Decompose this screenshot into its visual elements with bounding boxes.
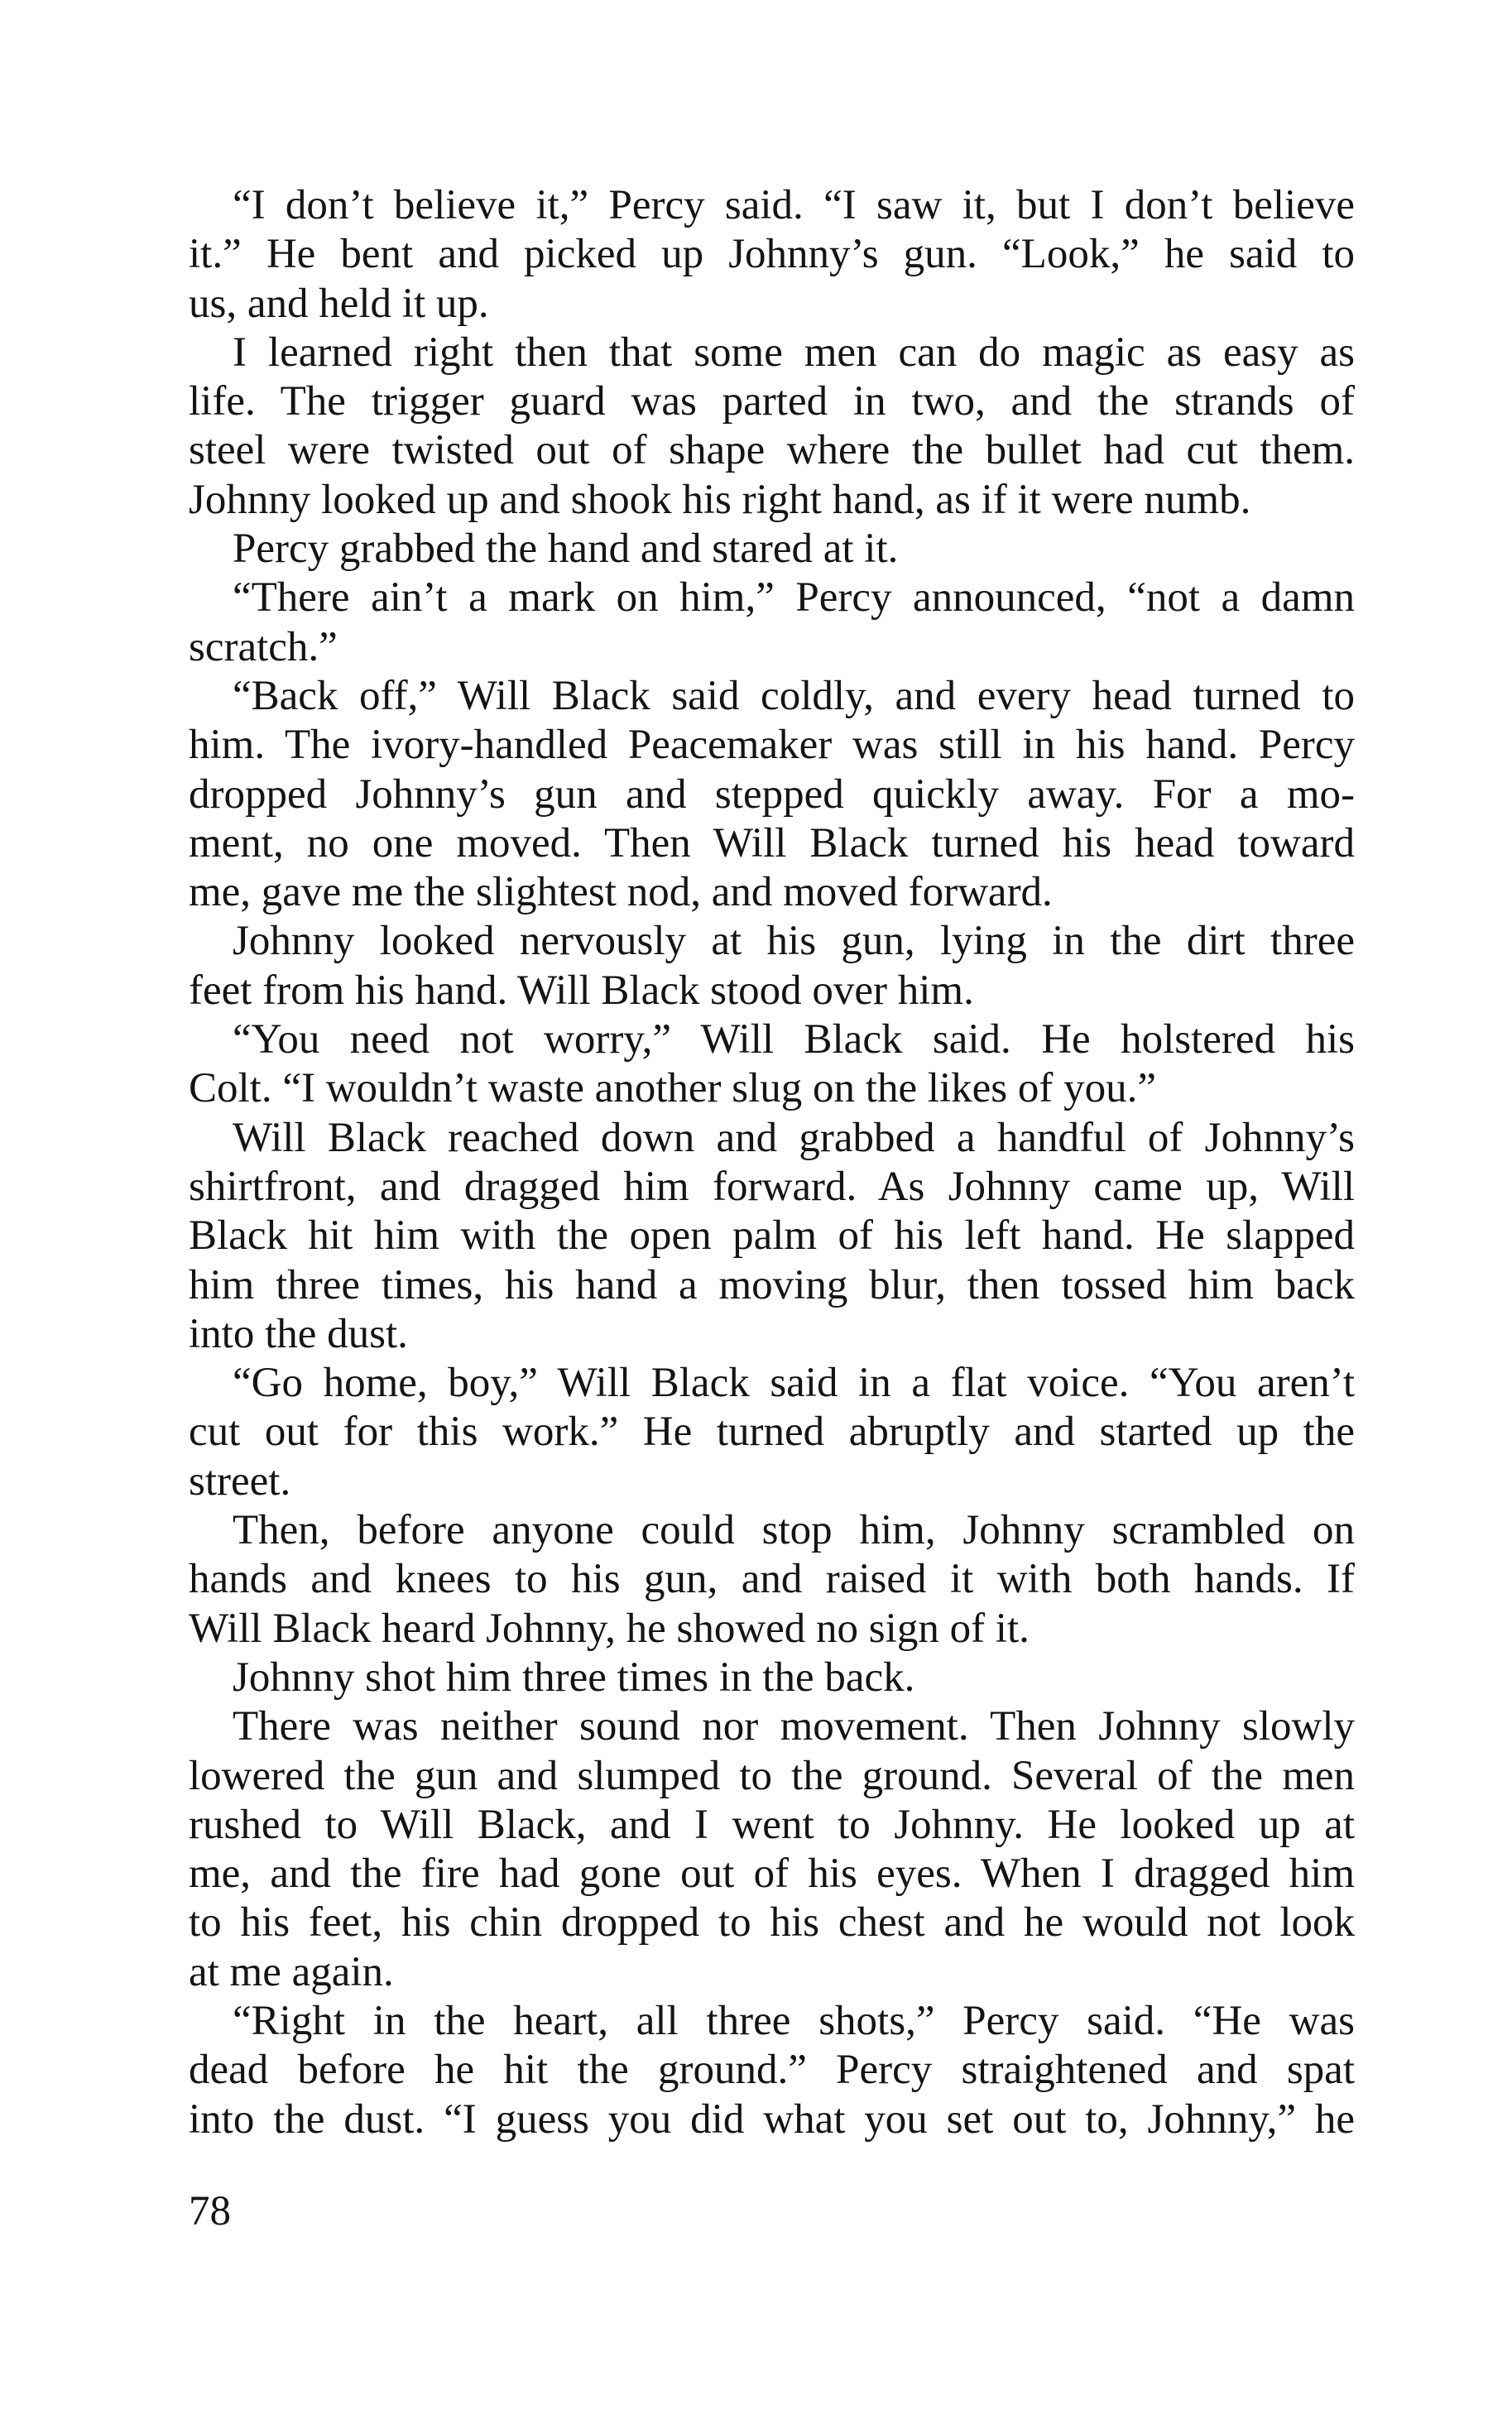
text-line: me, gave me the slightest nod, and moved forward.	[189, 869, 1053, 916]
paragraph	[189, 574, 1355, 672]
text-line: scratch.”	[189, 623, 338, 670]
text-line: feet from his hand. Will Black stood over him.	[189, 967, 974, 1014]
text-line: into the dust. “I guess you did what you set out to, Johnny,” he	[189, 2095, 1355, 2143]
text-line: Johnny looked nervously at his gun, lying in the dirt three	[233, 918, 1355, 965]
text-line: life. The trigger guard was parted in two, and the strands of	[189, 378, 1355, 425]
text-line: Will Black reached down and grabbed a handful of Johnny’s	[233, 1114, 1355, 1161]
text-line: There was neither sound nor movement. Then Johnny slowly	[233, 1703, 1355, 1750]
page-number: 78	[189, 2188, 231, 2235]
paragraph	[189, 1702, 1355, 1997]
text-line: “Right in the heart, all three shots,” Percy said. “He was	[233, 1997, 1355, 2044]
text-line: Black hit him with the open palm of his left hand. He slapped	[189, 1212, 1355, 1260]
paragraph	[189, 1506, 1355, 1654]
text-line: Johnny looked up and shook his right hand, as if it were numb.	[189, 476, 1251, 523]
paragraph	[189, 672, 1355, 917]
text-line: “Back off,” Will Black said coldly, and every head turned to	[233, 672, 1355, 719]
text-line: Johnny shot him three times in the back.	[233, 1654, 915, 1701]
text-line: dead before he hit the ground.” Percy straightened and spat	[189, 2047, 1355, 2094]
text-line: “There ain’t a mark on him,” Percy announced, “not a damn	[233, 574, 1355, 622]
text-line: Percy grabbed the hand and stared at it.	[233, 526, 899, 573]
text-line: to his feet, his chin dropped to his chest and he would not look	[189, 1899, 1355, 1947]
text-line: it.” He bent and picked up Johnny’s gun. “Look,” he said to	[189, 231, 1355, 278]
text-line: cut out for this work.” He turned abruptly and started up the	[189, 1409, 1355, 1456]
text-line: him. The ivory-handled Peacemaker was still in his hand. Percy	[189, 722, 1355, 769]
paragraph	[189, 1997, 1355, 2144]
text-line: Will Black heard Johnny, he showed no sign of it.	[189, 1605, 1030, 1652]
text-line: I learned right then that some men can do magic as easy as	[233, 329, 1355, 376]
text-line: him three times, his hand a moving blur, then tossed him back	[189, 1261, 1355, 1308]
paragraph	[189, 1359, 1355, 1506]
paragraph	[189, 525, 1355, 574]
text-line: hands and knees to his gun, and raised it with both hands. If	[189, 1556, 1355, 1603]
text-line: street.	[189, 1457, 291, 1505]
body-text	[189, 181, 1355, 2144]
paragraph	[189, 1015, 1355, 1114]
paragraph	[189, 917, 1355, 1015]
text-line: into the dust.	[189, 1310, 408, 1357]
text-line: lowered the gun and slumped to the ground. Several of the men	[189, 1752, 1355, 1799]
text-line: “Go home, boy,” Will Black said in a flat voice. “You aren’t	[233, 1360, 1355, 1407]
text-line: me, and the fire had gone out of his eyes. When I dragged him	[189, 1851, 1355, 1898]
paragraph	[189, 1114, 1355, 1359]
text-line: shirtfront, and dragged him forward. As Johnny came up, Will	[189, 1163, 1355, 1210]
text-line: ment, no one moved. Then Will Black turned his head toward	[189, 819, 1355, 866]
text-line: “I don’t believe it,” Percy said. “I saw it, but I don’t believe	[233, 182, 1355, 228]
text-line: dropped Johnny’s gun and stepped quickly away. For a mo-	[189, 770, 1355, 818]
text-line: us, and held it up.	[189, 280, 489, 327]
paragraph	[189, 329, 1355, 525]
paragraph	[189, 181, 1355, 329]
text-line: Colt. “I wouldn’t waste another slug on the likes of you.”	[189, 1065, 1157, 1112]
text-line: rushed to Will Black, and I went to Johnny. He looked up at	[189, 1801, 1355, 1848]
text-line: Then, before anyone could stop him, Johnny scrambled on	[233, 1507, 1355, 1554]
text-line: at me again.	[189, 1948, 394, 1995]
text-line: steel were twisted out of shape where the bullet had cut them.	[189, 427, 1355, 474]
text-line: “You need not worry,” Will Black said. He holstered his	[233, 1016, 1355, 1063]
paragraph	[189, 1654, 1355, 1702]
